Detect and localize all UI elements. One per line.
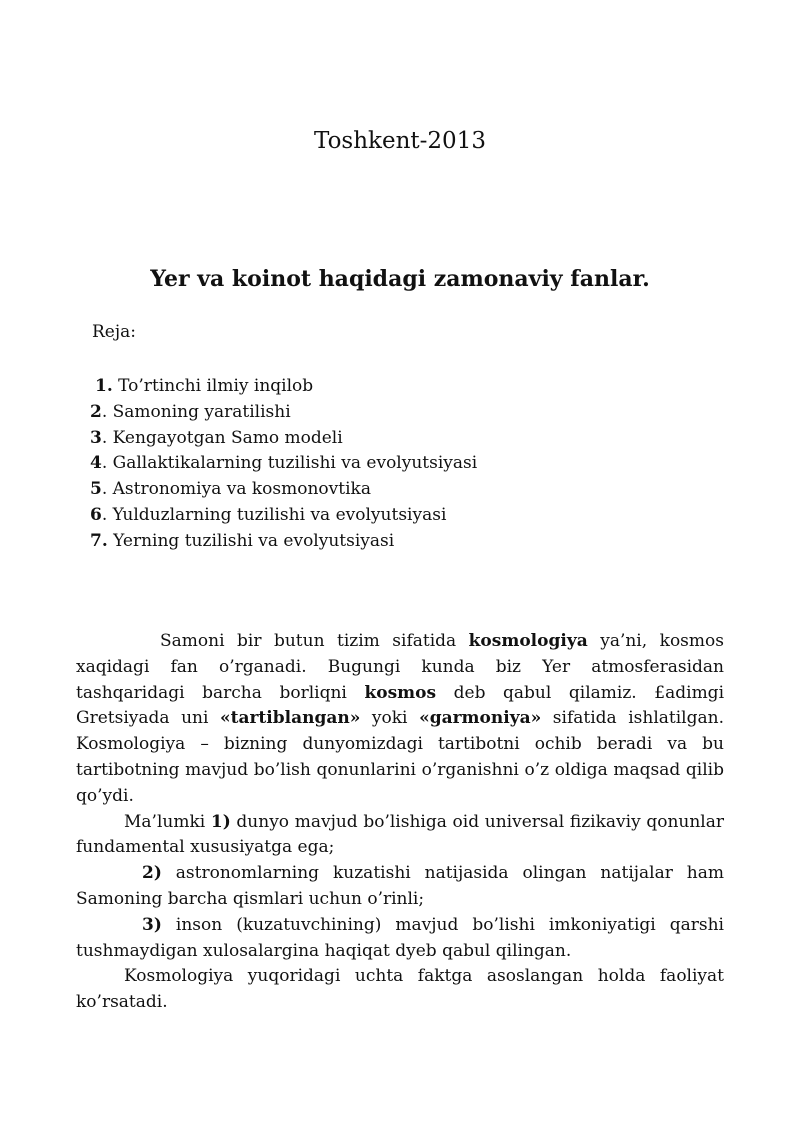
bold-term: kosmologiya xyxy=(468,631,588,651)
plan-item xyxy=(90,503,477,529)
plan-item-number: 7. xyxy=(90,530,108,551)
plan-item-text: . Samoning yaratilishi xyxy=(101,401,291,422)
plan-item-text: Yerning tuzilishi va evolyutsiyasi xyxy=(107,530,395,551)
plan-item xyxy=(90,400,477,426)
plan-item xyxy=(90,451,477,477)
plan-label: Reja: xyxy=(92,322,136,342)
paragraph-fact-1 xyxy=(76,810,724,862)
plan-item-number: 2 xyxy=(90,401,102,422)
plan-item-number: 6 xyxy=(90,504,102,525)
text-run: ya’ni, kosmos xaqidagi fan o’rganadi. Bugungi kunda biz Yer atmosferasidan tashqaridagi barcha borliqni xyxy=(76,631,724,703)
plan-item-number: 4 xyxy=(90,453,102,474)
document-title: Yer va koinot haqidagi zamonaviy fanlar. xyxy=(150,266,650,292)
plan-item-text: . Gallaktikalarning tuzilishi va evolyutsiyasi xyxy=(101,453,478,474)
text-run: inson (kuzatuvchining) mavjud bo’lishi imkoniyatigi qarshi tushmaydigan xulosalargina haqiqat dyeb qabul qilingan. xyxy=(76,914,724,961)
text-run: Ma’lumki xyxy=(124,811,211,832)
paragraph-fact-2 xyxy=(76,861,724,913)
fact-number: 3) xyxy=(142,914,162,935)
plan-item xyxy=(90,529,477,555)
plan-item xyxy=(90,374,477,400)
paragraph-fact-3 xyxy=(76,913,724,965)
text-run: deb qabul qilamiz. £adimgi Gretsiyada uni xyxy=(76,682,725,729)
text-run: Samoni bir butun tizim sifatida xyxy=(160,631,469,651)
fact-number: 2) xyxy=(142,863,162,884)
plan-item-text: . Kengayotgan Samo modeli xyxy=(101,427,343,448)
plan-item-number: 5 xyxy=(90,479,102,500)
plan-item-number: 3 xyxy=(90,427,102,448)
body-text xyxy=(76,629,724,1016)
text-run: Kosmologiya yuqoridagi uchta faktga asoslangan holda faoliyat ko’rsatadi. xyxy=(76,966,724,1013)
plan-item-text: To’rtinchi ilmiy inqilob xyxy=(112,376,314,396)
text-run: sifatida ishlatilgan. Kosmologiya – bizning dunyomizdagi tartibotni ochib beradi va bu tartibotning mavjud bo’lish qonunlarini o’rganishni o’z oldiga maqsad qilib qo’ydi. xyxy=(76,708,724,806)
text-run: dunyo mavjud bo’lishiga oid universal fizikaviy qonunlar fundamental xususiyatga ega; xyxy=(76,811,725,858)
paragraph-conclusion xyxy=(76,964,724,1016)
text-run: yoki xyxy=(360,708,420,729)
plan-item-text: . Astronomiya va kosmonovtika xyxy=(101,479,371,500)
bold-term: «garmoniya» xyxy=(419,708,542,729)
text-run: astronomlarning kuzatishi natijasida olingan natijalar ham Samoning barcha qismlari uchun o’rinli; xyxy=(76,863,724,909)
plan-item xyxy=(90,426,477,452)
city-year-heading: Toshkent-2013 xyxy=(314,128,486,154)
paragraph-cosmology-intro xyxy=(76,629,724,810)
plan-item-number: 1. xyxy=(95,376,113,396)
fact-number: 1) xyxy=(210,811,231,832)
plan-item xyxy=(90,477,477,503)
bold-term: «tartiblangan» xyxy=(219,708,361,729)
plan-list xyxy=(90,374,477,555)
plan-item-text: . Yulduzlarning tuzilishi va evolyutsiyasi xyxy=(101,504,447,525)
bold-term: kosmos xyxy=(364,682,437,703)
